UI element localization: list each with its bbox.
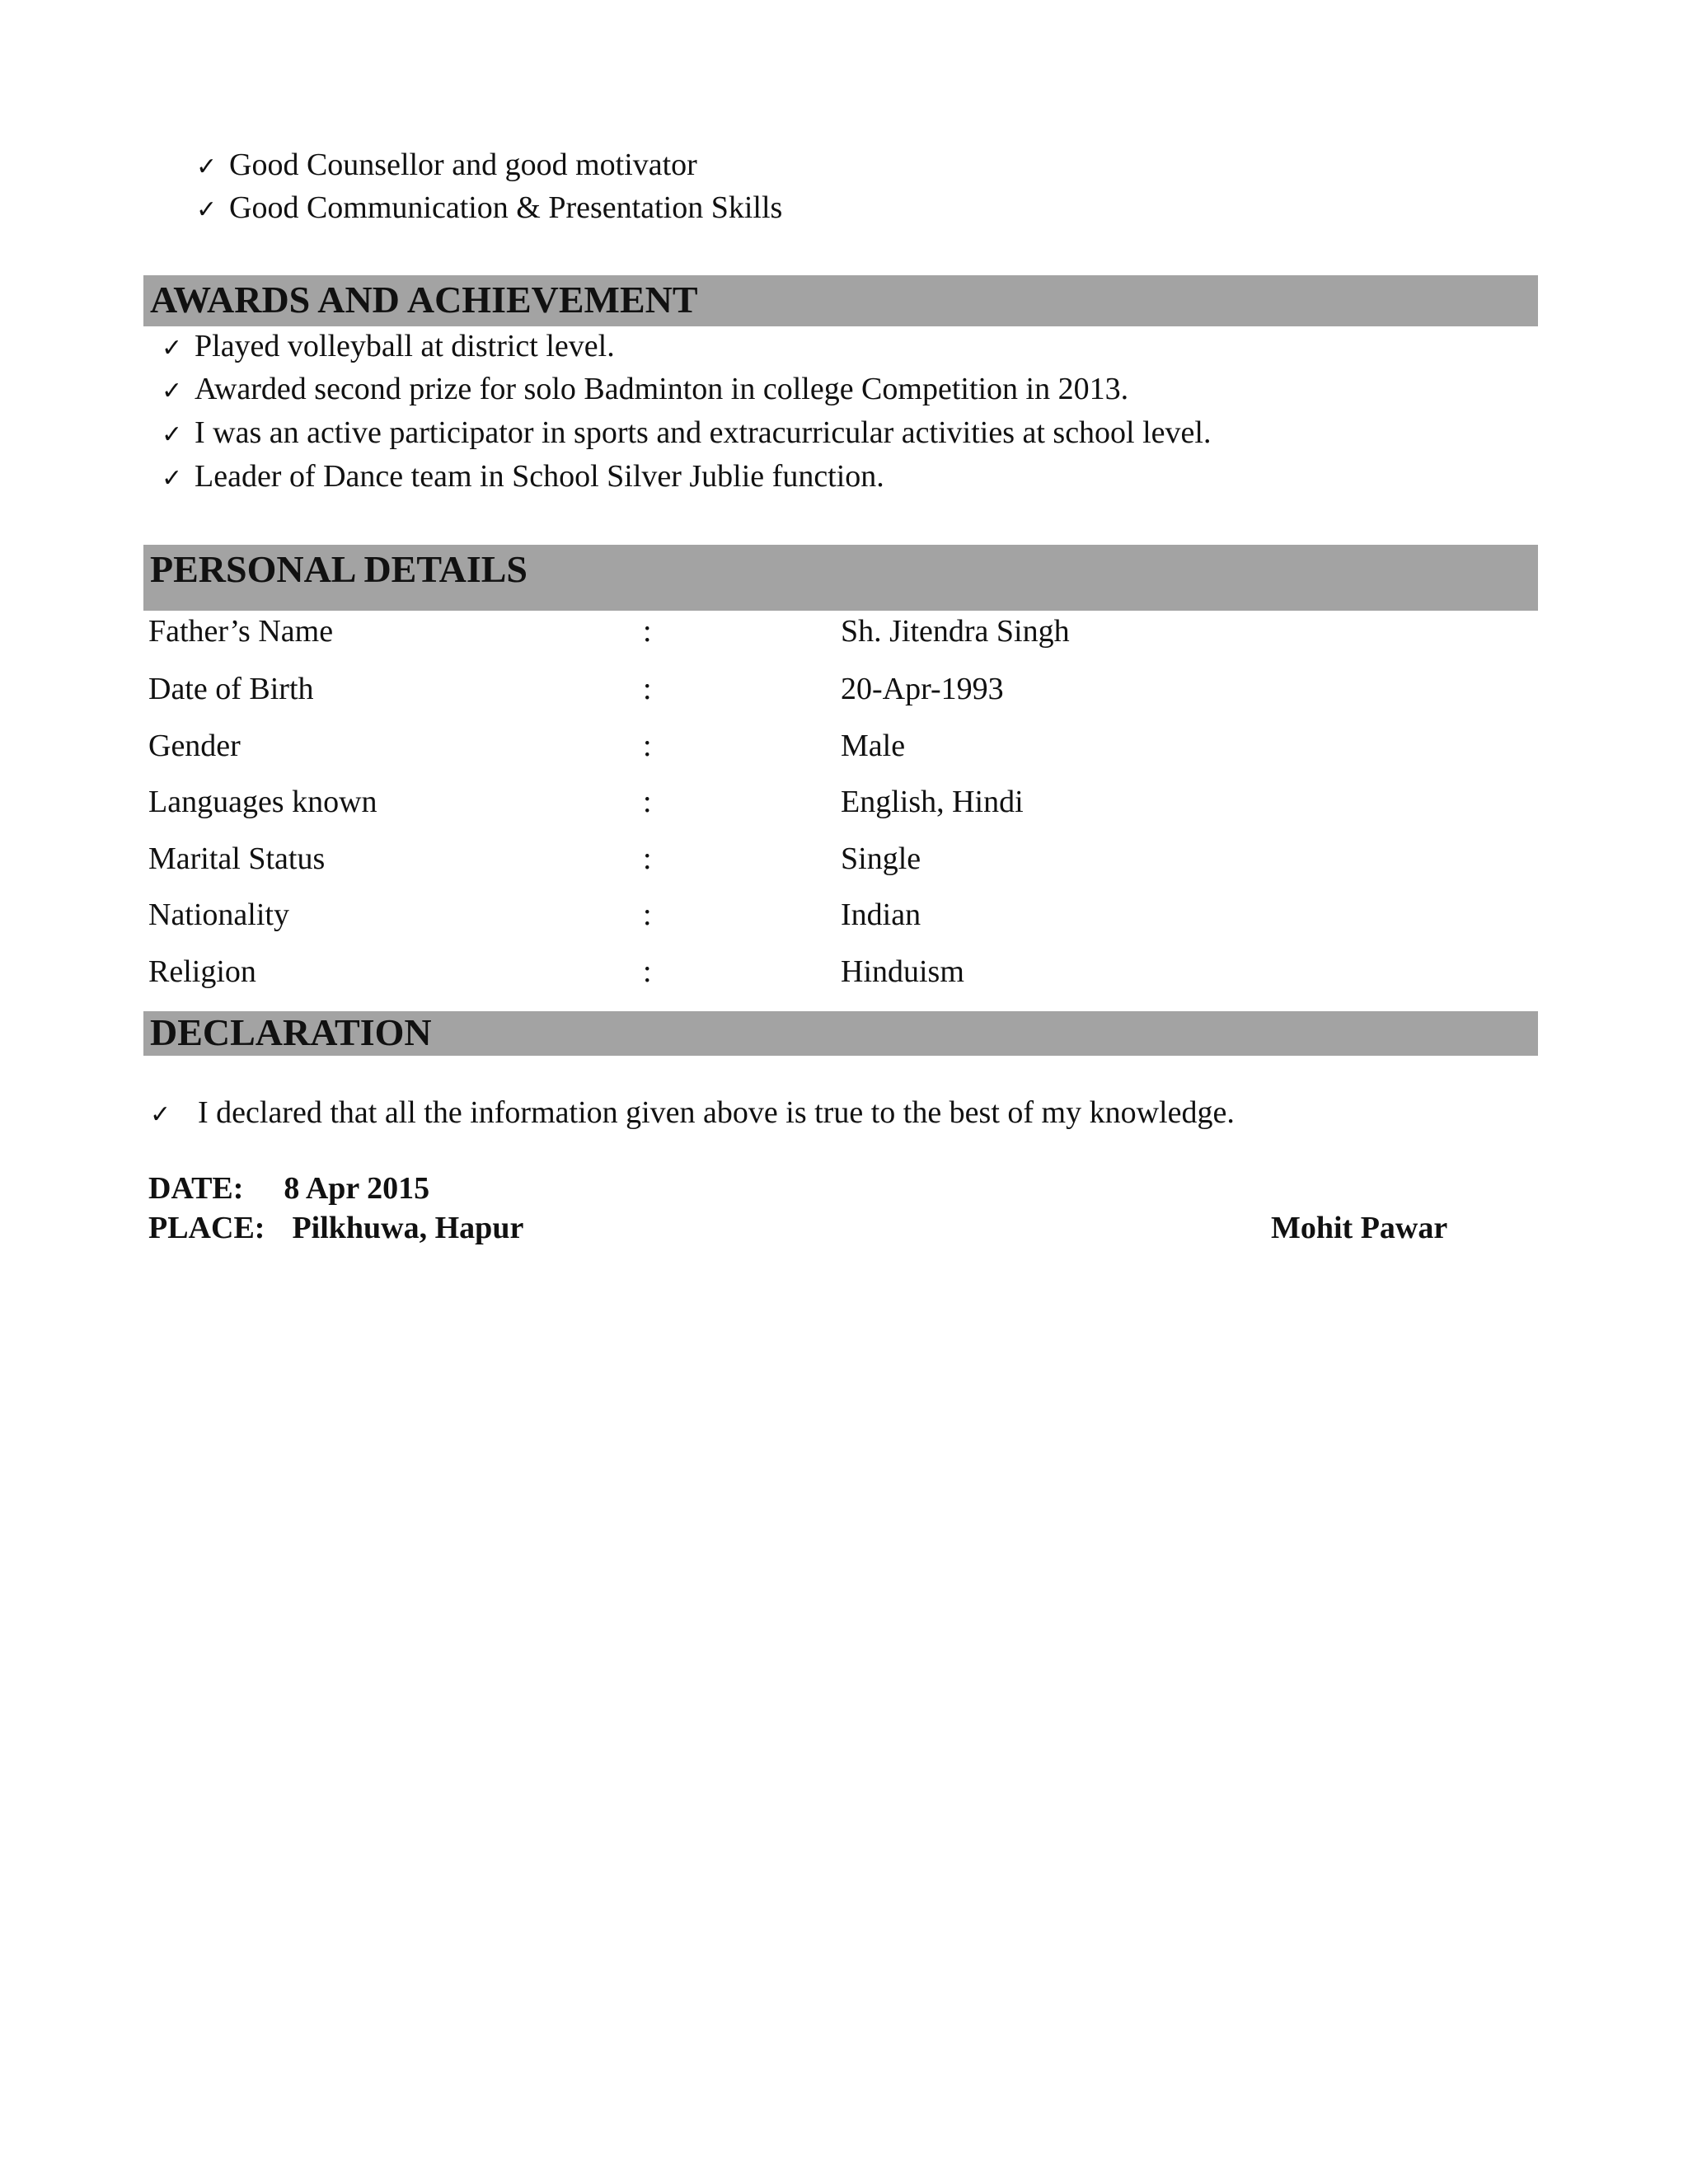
detail-value: Single xyxy=(841,841,921,876)
skill-item xyxy=(196,145,697,187)
detail-row-nationality xyxy=(148,893,1533,936)
detail-colon: : xyxy=(643,614,652,649)
place-value: Pilkhuwa, Hapur xyxy=(292,1211,524,1245)
section-title: DECLARATION xyxy=(150,1011,432,1053)
detail-colon: : xyxy=(643,898,652,932)
detail-value: Male xyxy=(841,729,906,763)
detail-row-languages xyxy=(148,780,1533,823)
checkmark-icon: ✓ xyxy=(196,152,218,181)
detail-colon: : xyxy=(643,954,652,989)
detail-colon: : xyxy=(643,841,652,876)
detail-value: Sh. Jitendra Singh xyxy=(841,614,1070,649)
detail-value: Indian xyxy=(841,898,921,932)
detail-label: Father’s Name xyxy=(148,614,334,649)
checkmark-icon: ✓ xyxy=(162,464,183,493)
detail-value: English, Hindi xyxy=(841,785,1024,819)
award-item xyxy=(162,457,884,499)
detail-row-religion xyxy=(148,950,1533,993)
detail-label: Date of Birth xyxy=(148,672,314,706)
detail-label: Languages known xyxy=(148,785,377,819)
detail-row-fathers-name xyxy=(148,610,1533,653)
section-title: PERSONAL DETAILS xyxy=(150,548,528,590)
detail-row-date-of-birth xyxy=(148,668,1533,710)
date-value: 8 Apr 2015 xyxy=(284,1171,430,1206)
declaration-section-header xyxy=(143,1011,1538,1056)
award-text: Awarded second prize for solo Badminton in college Competition in 2013. xyxy=(195,372,1129,406)
detail-colon: : xyxy=(643,785,652,819)
detail-label: Nationality xyxy=(148,898,289,932)
signature-name: Mohit Pawar xyxy=(1271,1211,1448,1245)
place-label: PLACE: xyxy=(148,1211,265,1245)
date-line xyxy=(148,1169,429,1208)
section-title: AWARDS AND ACHIEVEMENT xyxy=(150,279,698,321)
detail-colon: : xyxy=(643,729,652,763)
place-line xyxy=(148,1208,523,1248)
award-item xyxy=(162,326,615,368)
detail-label: Religion xyxy=(148,954,256,989)
detail-value: Hinduism xyxy=(841,954,964,989)
award-text: Leader of Dance team in School Silver Jublie function. xyxy=(195,459,884,494)
checkmark-icon: ✓ xyxy=(150,1100,171,1129)
declaration-statement xyxy=(150,1093,1235,1135)
award-item xyxy=(162,369,1128,411)
award-item xyxy=(162,413,1211,455)
awards-section-header xyxy=(143,275,1538,326)
award-text: I was an active participator in sports and extracurricular activities at school level. xyxy=(195,415,1212,450)
personal-section-header xyxy=(143,545,1538,611)
detail-label: Marital Status xyxy=(148,841,326,876)
checkmark-icon: ✓ xyxy=(162,377,183,405)
checkmark-icon: ✓ xyxy=(162,420,183,449)
detail-row-marital-status xyxy=(148,837,1533,880)
declaration-text: I declared that all the information given above is true to the best of my knowledge. xyxy=(198,1095,1235,1130)
skill-text: Good Counsellor and good motivator xyxy=(229,148,697,182)
detail-label: Gender xyxy=(148,729,241,763)
detail-value: 20-Apr-1993 xyxy=(841,672,1004,706)
skill-item xyxy=(196,188,782,230)
detail-row-gender xyxy=(148,724,1533,767)
award-text: Played volleyball at district level. xyxy=(195,329,615,363)
detail-colon: : xyxy=(643,672,652,706)
date-label: DATE: xyxy=(148,1171,244,1206)
checkmark-icon: ✓ xyxy=(162,334,183,363)
skill-text: Good Communication & Presentation Skills xyxy=(229,190,783,225)
checkmark-icon: ✓ xyxy=(196,195,218,224)
